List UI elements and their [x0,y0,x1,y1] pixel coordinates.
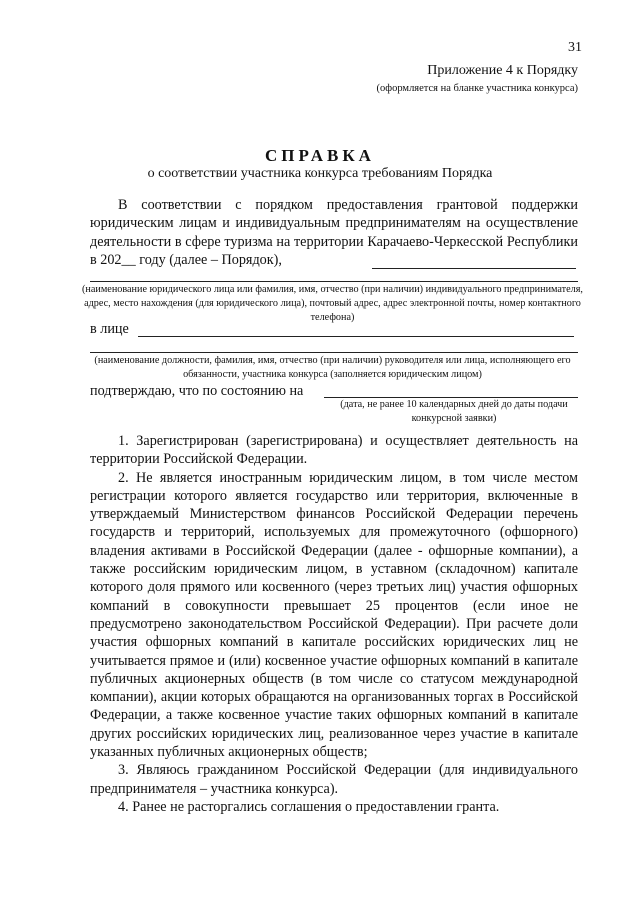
page-number: 31 [568,40,582,55]
org-fill-line-1 [372,268,576,269]
org-note: (наименование юридического лица или фамилия, имя, отчество (при наличии) индивидуального предпринимателя, адрес, место нахождения (для юридического лица), почтовый адрес, адрес электронной почты, номер контактного телефона) [82,284,583,324]
person-note: (наименование должности, фамилия, имя, отчество (при наличии) руководителя или лица, исполняющего его обязанности, участника конкурса (заполняется юридическим лицом) [94,355,571,381]
list-item: 4. Ранее не расторгались соглашения о предоставлении гранта. [118,798,500,815]
list-item: 2. Не является иностранным юридическим лицом, в том числе местом регистрации которого является государство или территория, включенные в утверждаемый Министерством финансов Российской Федерации перечень государств и территорий, используемых для промежуточного (офшорного) владения активами в Российской Федерации (далее - офшорные компании), а также российским юридическим лицом, в уставном (складочном) капитале которого доля прямого или косвенного (через третьих лиц) участия офшорных компаний в совокупности превышает 25 процентов (если иное не предусмотрено законодательством Российской Федерации). При расчете доли участия офшорных компаний в капитале российских юридических лиц не учитывается прямое и (или) косвенное участие офшорных компаний в капитале публичных акционерных обществ (в том числе со статусом международной компании), акции которых обращаются на организованных торгах в Российской Федерации, а также косвенное участие таких офшорных компаний в капитале других российских юридических лиц, реализованное через участие в капитале указанных публичных акционерных обществ; [90,469,578,761]
appendix-subtitle: (оформляется на бланке участника конкурса) [376,83,578,94]
document-subtitle: о соответствии участника конкурса требованиям Порядка [147,166,493,181]
date-note: (дата, не ранее 10 календарных дней до даты подачи конкурсной заявки) [340,399,568,425]
in-person-label: в лице [90,321,129,337]
list-item: 3. Являюсь гражданином Российской Федерации (для индивидуального предпринимателя – участника конкурса). [90,762,578,797]
confirm-label: подтверждаю, что по состоянию на [90,383,304,399]
appendix-header [377,62,578,98]
appendix-title: Приложение 4 к Порядку [427,63,578,78]
document-title: СПРАВКА [265,146,375,165]
person-fill-line-2 [90,352,578,353]
list-item: 1. Зарегистрирован (зарегистрирована) и осуществляет деятельность на территории Российской Федерации. [90,433,578,468]
intro-paragraph: В соответствии с порядком предоставления грантовой поддержки юридическим лицам и индивидуальным предпринимателям на осуществление деятельности в сфере туризма на территории Карачаево-Черкесской Республики в 202__ году (далее – Порядок), [90,197,578,268]
person-fill-line-1 [138,336,574,337]
conditions-list [90,432,578,816]
org-fill-line-2 [90,281,578,282]
